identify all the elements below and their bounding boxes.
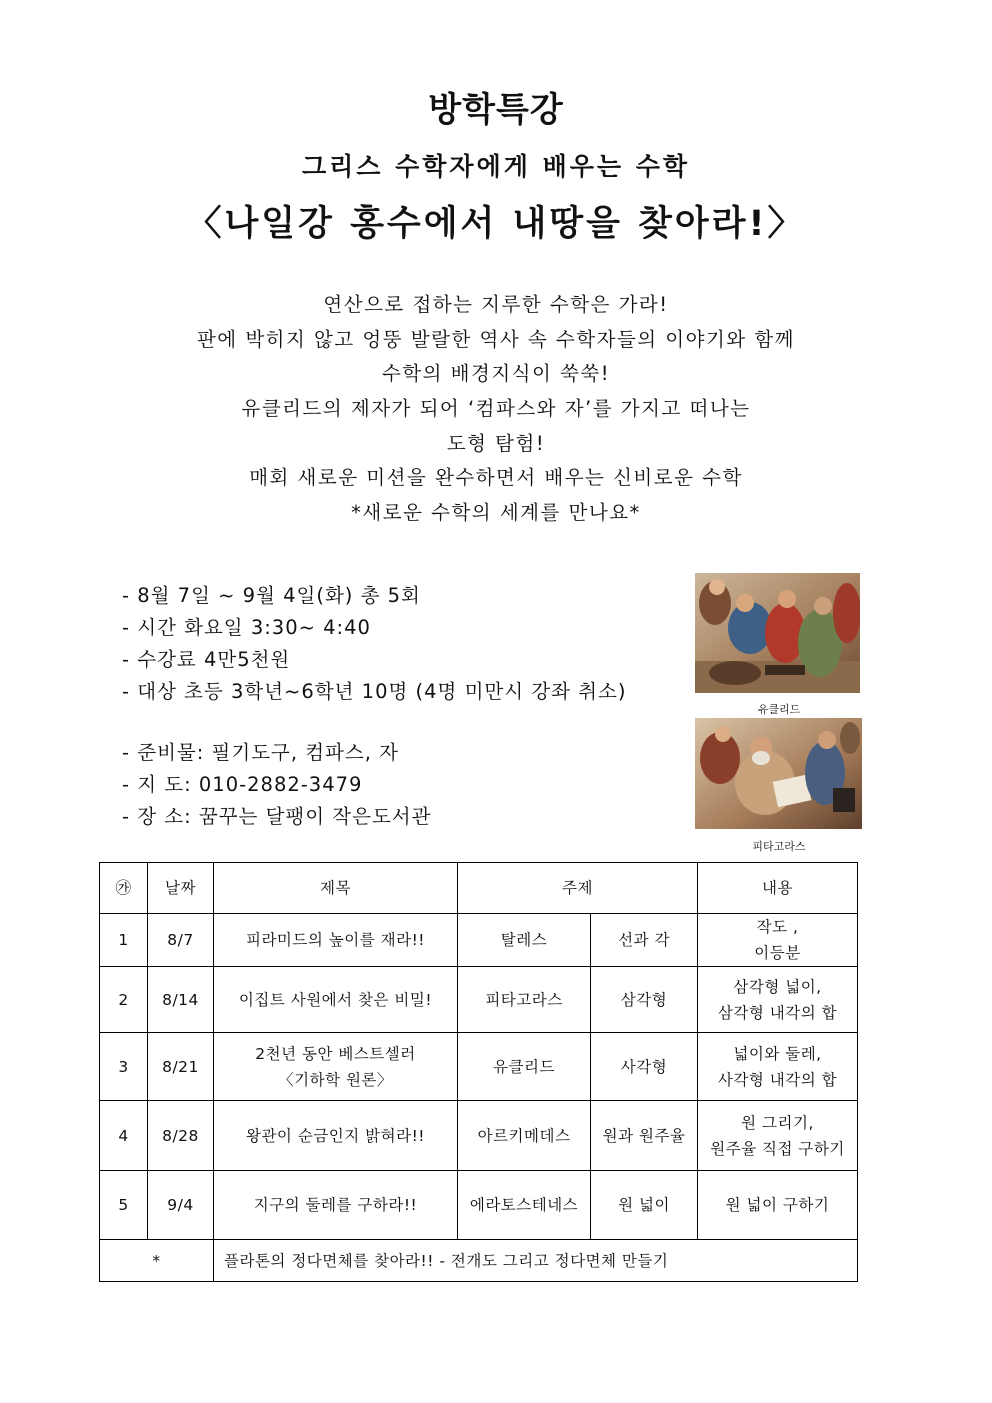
row-mathematician: 탈레스: [458, 914, 591, 967]
table-row: [100, 1101, 858, 1171]
table-footer-row: [100, 1240, 858, 1282]
row-title-line: 이집트 사원에서 찾은 비밀!: [238, 990, 433, 1009]
row-title: [214, 1101, 458, 1171]
row-mathematician: 아르키메데스: [458, 1101, 591, 1171]
page-title: 방학특강: [428, 90, 564, 130]
row-content-line: 넓이와 둘레,: [733, 1044, 822, 1063]
row-theme: 원 넓이: [591, 1171, 698, 1240]
header-number: ㉮: [100, 863, 148, 914]
row-mathematician: 유클리드: [458, 1033, 591, 1101]
intro-line: 매회 새로운 미션을 완수하면서 배우는 신비로운 수학: [249, 466, 743, 490]
row-title-line: 지구의 둘레를 구하라!!: [253, 1196, 418, 1214]
table-row: [100, 1033, 858, 1101]
table-header-row: [100, 863, 858, 914]
row-content: [698, 1101, 858, 1171]
intro-line: 수학의 배경지식이 쑥쑥!: [381, 362, 611, 386]
row-content: [698, 914, 858, 967]
row-date: 8/28: [148, 1101, 214, 1171]
table-row: [100, 1171, 858, 1240]
row-content: [698, 1033, 858, 1101]
info-materials: - 준비물: 필기도구, 컴파스, 자: [122, 741, 400, 764]
header-date: 날짜: [148, 863, 214, 914]
row-content-line: 원 그리기,: [741, 1113, 814, 1132]
row-content-line: 원주율 직접 구하기: [710, 1139, 845, 1158]
pythagoras-painting: [695, 718, 862, 829]
row-content: [698, 1171, 858, 1240]
row-title-line: 2천년 동안 베스트셀러: [255, 1044, 416, 1063]
row-date: 8/14: [148, 967, 214, 1033]
row-theme: 사각형: [591, 1033, 698, 1101]
intro-line: 연산으로 접하는 지루한 수학은 가라!: [323, 293, 669, 316]
intro-line: 판에 박히지 않고 엉뚱 발랄한 역사 속 수학자들의 이야기와 함께: [196, 327, 796, 351]
row-number: 5: [100, 1171, 148, 1240]
row-theme: 원과 원주율: [591, 1101, 698, 1171]
info-time: - 시간 화요일 3:30~ 4:40: [122, 616, 371, 639]
table-row: [100, 914, 858, 967]
row-content-line: 원 넓이 구하기: [725, 1196, 830, 1214]
row-title: [214, 1171, 458, 1240]
info-schedule: - 8월 7일 ~ 9월 4일(화) 총 5회: [122, 584, 421, 607]
row-date: 8/21: [148, 1033, 214, 1101]
footer-mark: *: [100, 1240, 214, 1282]
row-title: [214, 1033, 458, 1101]
course-info: [122, 580, 626, 833]
header-title: 제목: [214, 863, 458, 914]
info-target: - 대상 초등 3학년~6학년 10명 (4명 미만시 강좌 취소): [122, 680, 627, 703]
row-content-line: 이등분: [754, 944, 801, 962]
row-number: 1: [100, 914, 148, 967]
intro-line: 유클리드의 제자가 되어 ‘컴파스와 자’를 가지고 떠나는: [241, 397, 751, 421]
pythagoras-caption: 피타고라스: [752, 840, 806, 853]
row-number: 3: [100, 1033, 148, 1101]
intro-line: 도형 탐험!: [446, 431, 546, 455]
row-title: [214, 967, 458, 1033]
row-title: [214, 914, 458, 967]
info-guide: - 지 도: 010-2882-3479: [122, 773, 363, 796]
row-number: 2: [100, 967, 148, 1033]
header-content: 내용: [698, 863, 858, 914]
intro-line: *새로운 수학의 세계를 만나요*: [351, 501, 641, 525]
row-date: 8/7: [148, 914, 214, 967]
row-theme: 선과 각: [591, 914, 698, 967]
euclid-painting: [695, 573, 860, 693]
row-theme: 삼각형: [591, 967, 698, 1033]
info-place: - 장 소: 꿈꾸는 달팽이 작은도서관: [122, 805, 432, 828]
row-mathematician: 피타고라스: [458, 967, 591, 1033]
row-number: 4: [100, 1101, 148, 1171]
footer-text: 플라톤의 정다면체를 찾아라!! - 전개도 그리고 정다면체 만들기: [214, 1240, 858, 1282]
intro-text: [0, 288, 992, 531]
page-subtitle: 그리스 수학자에게 배우는 수학: [301, 152, 691, 181]
row-title-line: 〈기하학 원론〉: [278, 1070, 393, 1089]
info-fee: - 수강료 4만5천원: [122, 648, 291, 671]
row-content-line: 삼각형 내각의 합: [717, 1003, 838, 1022]
row-content-line: 작도 ,: [756, 918, 799, 936]
schedule-table: [99, 862, 858, 1282]
row-content-line: 사각형 내각의 합: [717, 1070, 838, 1089]
row-mathematician: 에라토스테네스: [458, 1171, 591, 1240]
row-title-line: 왕관이 순금인지 밝혀라!!: [245, 1126, 425, 1145]
row-content-line: 삼각형 넓이,: [733, 977, 822, 996]
course-headline: 〈나일강 홍수에서 내땅을 찾아라!〉: [186, 204, 806, 244]
row-date: 9/4: [148, 1171, 214, 1240]
row-content: [698, 967, 858, 1033]
table-row: [100, 967, 858, 1033]
euclid-caption: 유클리드: [757, 703, 801, 716]
header-topic: 주제: [458, 863, 698, 914]
row-title-line: 피라미드의 높이를 재라!!: [245, 931, 425, 949]
